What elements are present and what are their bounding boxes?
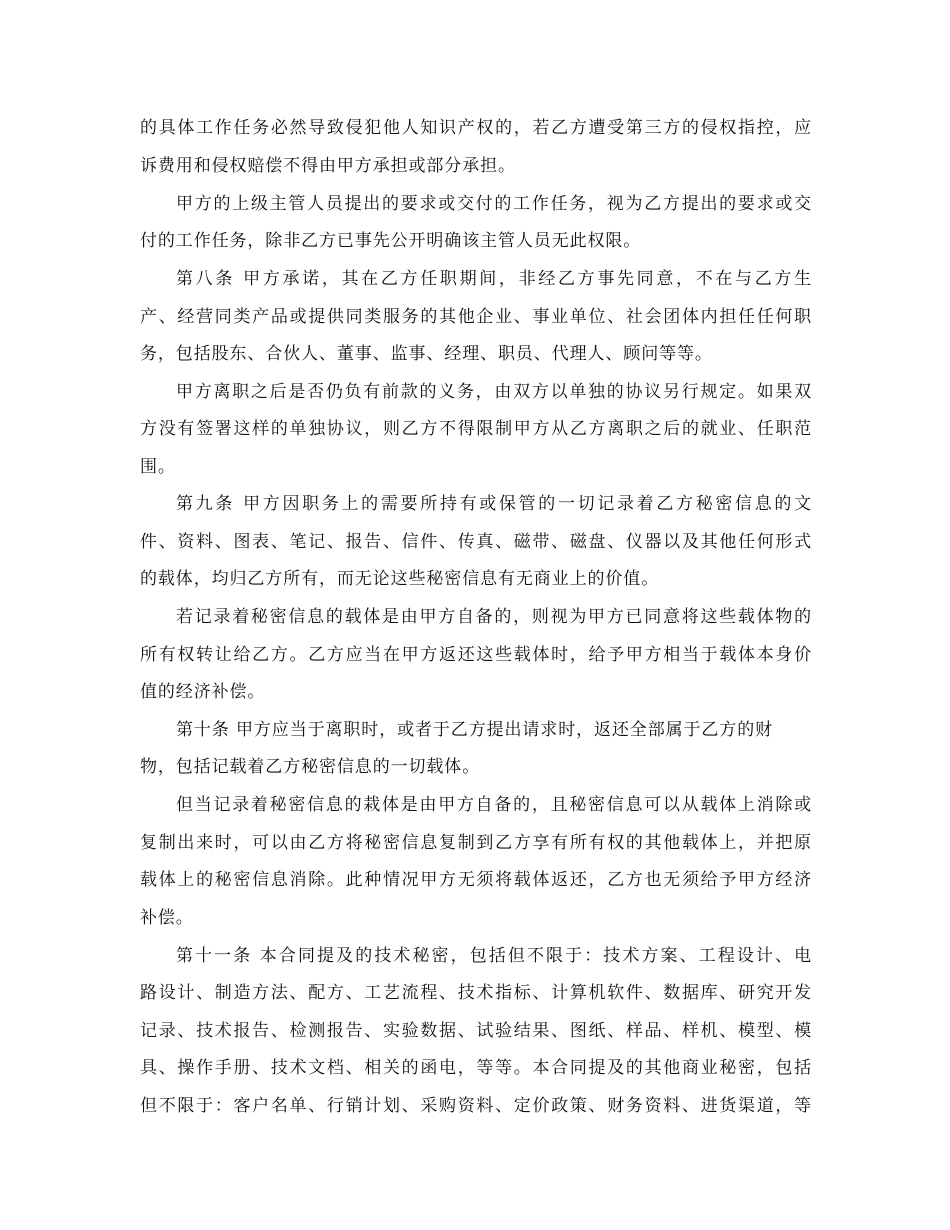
text-line: 方没有签署这样的单独协议，则乙方不得限制甲方从乙方离职之后的就业、任职范 (140, 419, 812, 439)
text-line: 围。 (140, 457, 176, 477)
text-line: 第十条 甲方应当于离职时，或者于乙方提出请求时，返还全部属于乙方的财 (176, 720, 774, 740)
text-line: 的具体工作任务必然导致侵犯他人知识产权的，若乙方遭受第三方的侵权指控，应 (140, 118, 812, 138)
text-line: 物，包括记载着乙方秘密信息的一切载体。 (140, 757, 481, 777)
text-line: 所有权转让给乙方。乙方应当在甲方返还这些载体时，给予甲方相当于载体本身价 (140, 645, 812, 665)
text-line: 甲方的上级主管人员提出的要求或交付的工作任务，视为乙方提出的要求或交 (176, 194, 812, 214)
text-line: 件、资料、图表、笔记、报告、信件、传真、磁带、磁盘、仪器以及其他任何形式 (140, 532, 812, 552)
text-line: 复制出来时，可以由乙方将秘密信息复制到乙方享有所有权的其他载体上，并把原 (140, 833, 812, 853)
text-line: 若记录着秘密信息的载体是由甲方自备的，则视为甲方已同意将这些载体物的 (176, 607, 812, 627)
text-line: 第九条 甲方因职务上的需要所持有或保管的一切记录着乙方秘密信息的文 (176, 494, 812, 514)
text-line: 第八条 甲方承诺，其在乙方任职期间，非经乙方事先同意，不在与乙方生 (176, 269, 812, 289)
text-line: 付的工作任务，除非乙方已事先公开明确该主管人员无此权限。 (140, 231, 642, 251)
text-line: 第十一条 本合同提及的技术秘密，包括但不限于：技术方案、工程设计、电 (176, 946, 812, 966)
text-line: 甲方离职之后是否仍负有前款的义务，由双方以单独的协议另行规定。如果双 (176, 382, 812, 402)
text-line: 补偿。 (140, 908, 194, 928)
text-line: 但不限于：客户名单、行销计划、采购资料、定价政策、财务资料、进货渠道，等 (140, 1096, 812, 1116)
text-line: 诉费用和侵权赔偿不得由甲方承担或部分承担。 (140, 156, 516, 176)
text-line: 产、经营同类产品或提供同类服务的其他企业、事业单位、社会团体内担任任何职 (140, 307, 812, 327)
text-line: 但当记录着秘密信息的栽体是由甲方自备的，且秘密信息可以从载体上消除或 (176, 795, 812, 815)
text-line: 路设计、制造方法、配方、工艺流程、技术指标、计算机软件、数据库、研究开发 (140, 983, 812, 1003)
text-line: 务，包括股东、合伙人、董事、监事、经理、职员、代理人、顾问等等。 (140, 344, 713, 364)
text-line: 值的经济补偿。 (140, 682, 266, 702)
text-line: 具、操作手册、技术文档、相关的函电，等等。本合同提及的其他商业秘密，包括 (140, 1058, 812, 1078)
text-line: 记录、技术报告、检测报告、实验数据、试验结果、图纸、样品、样机、模型、模 (140, 1021, 812, 1041)
text-line: 载体上的秘密信息消除。此种情况甲方无须将载体返还，乙方也无须给予甲方经济 (140, 870, 812, 890)
text-line: 的载体，均归乙方所有，而无论这些秘密信息有无商业上的价值。 (140, 569, 660, 589)
